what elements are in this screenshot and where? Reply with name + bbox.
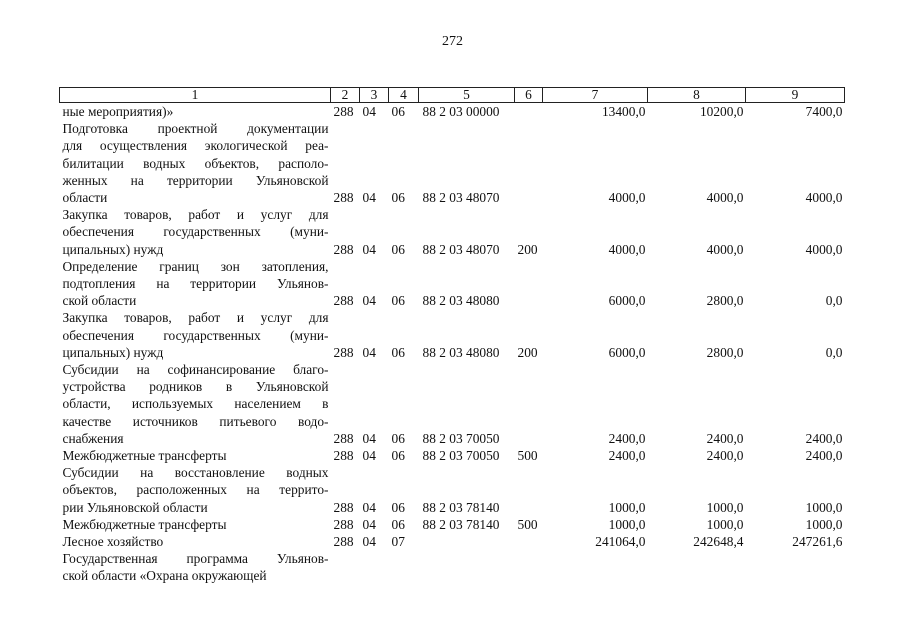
- header-row: [60, 88, 845, 103]
- cell-amount-col7: 13400,0: [601, 104, 646, 119]
- cell-expense-type: [515, 550, 543, 584]
- item-name-line: Субсидии на софинансирование благо-: [62, 362, 329, 378]
- cell-subsection: 06: [391, 293, 405, 309]
- item-name-line: Субсидии на восстановление водных: [62, 465, 329, 481]
- cell-grbs: 288: [333, 516, 354, 532]
- column-header: 3: [360, 88, 389, 103]
- budget-table: [59, 87, 845, 585]
- item-name-line: Государственная программа Ульянов-: [62, 551, 329, 567]
- table-header: [60, 88, 845, 103]
- table-row: [60, 258, 845, 310]
- cell-grbs: 288: [333, 448, 354, 464]
- cell-item-name: [60, 361, 331, 447]
- cell-target-article: 88 2 03 70050: [422, 430, 500, 446]
- cell-subsection: 06: [391, 190, 405, 206]
- cell-amount-col8: [648, 550, 746, 584]
- column-header: 7: [543, 88, 648, 103]
- cell-item-name: [60, 447, 331, 464]
- table-row: [60, 120, 845, 206]
- cell-amount-col7: 1000,0: [608, 499, 646, 515]
- cell-amount-col9: [746, 550, 845, 584]
- cell-grbs: 288: [333, 104, 354, 119]
- item-name-line: рии Ульяновской области: [62, 499, 208, 515]
- cell-target-article: 88 2 03 00000: [422, 104, 500, 119]
- item-name-line: области: [62, 190, 108, 206]
- cell-section: 04: [362, 430, 376, 446]
- cell-item-name: [60, 464, 331, 516]
- table-row: [60, 550, 845, 584]
- cell-section: 04: [362, 104, 376, 119]
- cell-section: [360, 550, 389, 584]
- cell-amount-col8: 2800,0: [706, 344, 744, 360]
- cell-item-name: [60, 103, 331, 121]
- cell-subsection: 07: [391, 534, 405, 550]
- cell-grbs: 288: [333, 499, 354, 515]
- item-name-line: снабжения: [62, 430, 124, 446]
- cell-amount-col8: 2400,0: [706, 430, 744, 446]
- item-name-line: обеспечения государственных (муни-: [62, 224, 329, 240]
- item-name-line: женных на территории Ульяновской: [62, 172, 329, 188]
- cell-amount-col8: 4000,0: [706, 241, 744, 257]
- cell-section: 04: [362, 190, 376, 206]
- column-header: 1: [60, 88, 331, 103]
- item-name-line: области, используемых населением в: [62, 396, 329, 412]
- cell-subsection: 06: [391, 499, 405, 515]
- item-name-line: Межбюджетные трансферты: [62, 448, 227, 464]
- table-body: [60, 103, 845, 585]
- cell-amount-col8: 10200,0: [699, 104, 744, 119]
- cell-amount-col7: 241064,0: [595, 534, 646, 550]
- cell-amount-col8: 1000,0: [706, 516, 744, 532]
- item-name-line: ской области «Охрана окружающей: [62, 568, 267, 584]
- cell-amount-col9: 2400,0: [805, 430, 843, 446]
- cell-item-name: [60, 206, 331, 258]
- cell-target-article: 88 2 03 48070: [422, 241, 500, 257]
- cell-grbs: 288: [333, 344, 354, 360]
- cell-item-name: [60, 550, 331, 584]
- cell-expense-type: 500: [517, 516, 538, 532]
- cell-grbs: 288: [333, 430, 354, 446]
- cell-target-article: 88 2 03 78140: [422, 516, 500, 532]
- item-name-line: ные мероприятия)»: [62, 104, 174, 119]
- cell-amount-col7: 6000,0: [608, 344, 646, 360]
- cell-grbs: 288: [333, 534, 354, 550]
- cell-section: 04: [362, 448, 376, 464]
- item-name-line: Определение границ зон затопления,: [62, 258, 329, 274]
- cell-target-article: 88 2 03 48080: [422, 293, 500, 309]
- cell-expense-type: [515, 464, 543, 516]
- table-row: [60, 309, 845, 361]
- table-row: [60, 447, 845, 464]
- cell-amount-col9: 2400,0: [805, 448, 843, 464]
- cell-amount-col9: 4000,0: [805, 241, 843, 257]
- cell-amount-col9: 0,0: [825, 344, 843, 360]
- item-name-line: ципальных) нужд: [62, 241, 164, 257]
- column-header: 8: [648, 88, 746, 103]
- item-name-line: ской области: [62, 293, 137, 309]
- table-row: [60, 206, 845, 258]
- cell-subsection: [389, 550, 419, 584]
- cell-amount-col8: 1000,0: [706, 499, 744, 515]
- column-header: 9: [746, 88, 845, 103]
- item-name-line: Лесное хозяйство: [62, 534, 164, 550]
- cell-section: 04: [362, 499, 376, 515]
- column-header: 2: [331, 88, 360, 103]
- cell-amount-col8: 242648,4: [693, 534, 744, 550]
- item-name-line: билитации водных объектов, располо-: [62, 155, 329, 171]
- cell-target-article: 88 2 03 48070: [422, 190, 500, 206]
- cell-expense-type: [515, 258, 543, 310]
- cell-subsection: 06: [391, 344, 405, 360]
- cell-amount-col7: [543, 550, 648, 584]
- table-row: [60, 464, 845, 516]
- cell-amount-col7: 2400,0: [608, 448, 646, 464]
- column-header: 6: [515, 88, 543, 103]
- cell-subsection: 06: [391, 104, 405, 119]
- cell-item-name: [60, 533, 331, 550]
- cell-amount-col9: 7400,0: [805, 104, 843, 119]
- item-name-line: подтопления на территории Ульянов-: [62, 276, 329, 292]
- cell-target-article: [419, 533, 515, 550]
- item-name-line: ципальных) нужд: [62, 344, 164, 360]
- cell-amount-col7: 2400,0: [608, 430, 646, 446]
- cell-item-name: [60, 258, 331, 310]
- cell-subsection: 06: [391, 430, 405, 446]
- cell-target-article: 88 2 03 70050: [422, 448, 500, 464]
- cell-grbs: 288: [333, 241, 354, 257]
- cell-expense-type: 200: [517, 344, 538, 360]
- cell-target-article: 88 2 03 48080: [422, 344, 500, 360]
- cell-subsection: 06: [391, 516, 405, 532]
- cell-grbs: 288: [333, 190, 354, 206]
- cell-grbs: [331, 550, 360, 584]
- cell-target-article: 88 2 03 78140: [422, 499, 500, 515]
- cell-amount-col7: 4000,0: [608, 190, 646, 206]
- cell-amount-col7: 4000,0: [608, 241, 646, 257]
- cell-amount-col9: 247261,6: [792, 534, 843, 550]
- cell-subsection: 06: [391, 448, 405, 464]
- cell-subsection: 06: [391, 241, 405, 257]
- table-row: [60, 103, 845, 121]
- column-header: 4: [389, 88, 419, 103]
- cell-target-article: [419, 550, 515, 584]
- item-name-line: качестве источников питьевого водо-: [62, 413, 329, 429]
- cell-expense-type: [515, 120, 543, 206]
- cell-amount-col8: 4000,0: [706, 190, 744, 206]
- table-row: [60, 361, 845, 447]
- cell-section: 04: [362, 344, 376, 360]
- item-name-line: Закупка товаров, работ и услуг для: [62, 310, 329, 326]
- cell-amount-col9: 4000,0: [805, 190, 843, 206]
- cell-grbs: 288: [333, 293, 354, 309]
- cell-item-name: [60, 516, 331, 533]
- item-name-line: Закупка товаров, работ и услуг для: [62, 207, 329, 223]
- column-header: 5: [419, 88, 515, 103]
- item-name-line: обеспечения государственных (муни-: [62, 327, 329, 343]
- cell-expense-type: [515, 361, 543, 447]
- cell-item-name: [60, 120, 331, 206]
- item-name-line: Межбюджетные трансферты: [62, 516, 227, 532]
- page-number: 272: [442, 34, 463, 49]
- cell-expense-type: 500: [517, 448, 538, 464]
- cell-expense-type: [515, 533, 543, 550]
- item-name-line: для осуществления экологической реа-: [62, 138, 329, 154]
- table-row: [60, 533, 845, 550]
- cell-amount-col9: 1000,0: [805, 499, 843, 515]
- cell-amount-col7: 6000,0: [608, 293, 646, 309]
- cell-item-name: [60, 309, 331, 361]
- cell-amount-col8: 2800,0: [706, 293, 744, 309]
- cell-amount-col9: 0,0: [825, 293, 843, 309]
- cell-section: 04: [362, 534, 376, 550]
- item-name-line: объектов, расположенных на террито-: [62, 482, 329, 498]
- cell-expense-type: [515, 103, 543, 121]
- cell-expense-type: 200: [517, 241, 538, 257]
- table-row: [60, 516, 845, 533]
- cell-section: 04: [362, 516, 376, 532]
- cell-amount-col9: 1000,0: [805, 516, 843, 532]
- cell-amount-col7: 1000,0: [608, 516, 646, 532]
- cell-section: 04: [362, 241, 376, 257]
- cell-amount-col8: 2400,0: [706, 448, 744, 464]
- item-name-line: устройства родников в Ульяновской: [62, 379, 329, 395]
- item-name-line: Подготовка проектной документации: [62, 121, 329, 137]
- cell-section: 04: [362, 293, 376, 309]
